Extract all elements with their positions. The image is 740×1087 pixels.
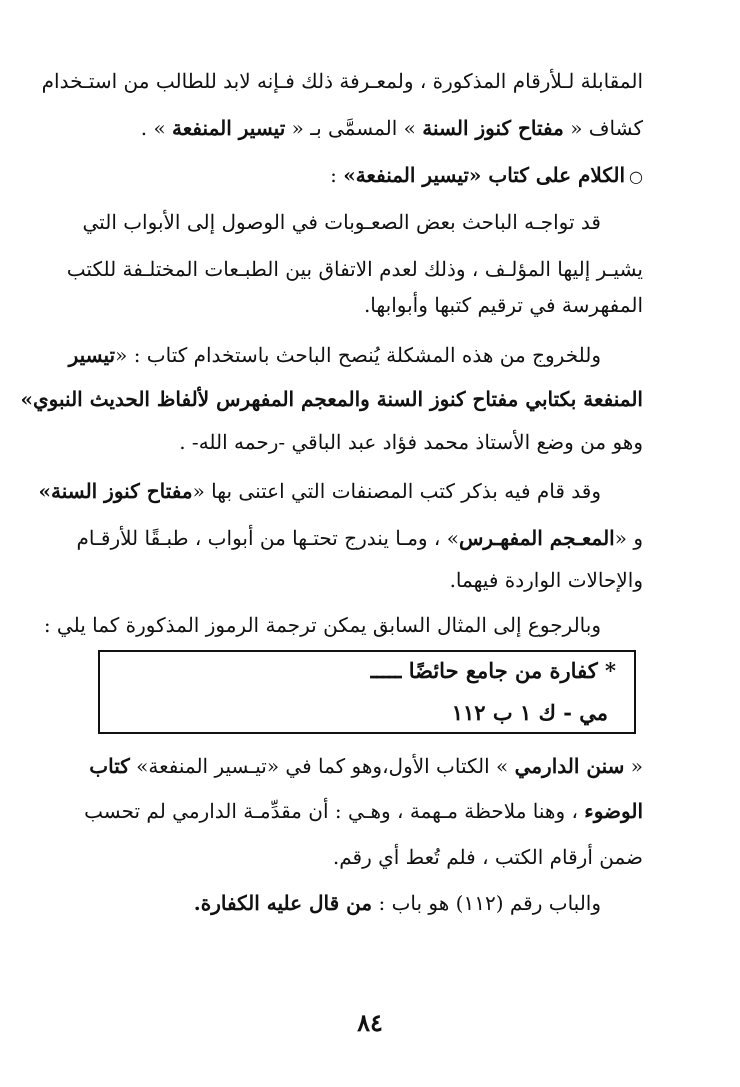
kitab-word: كتاب: [89, 754, 130, 778]
paragraph3-line3: وهو من وضع الأستاذ محمد فؤاد عبد الباقي -رحمه الله- .: [179, 430, 643, 454]
paragraph1-line1: المقابلة لـلأرقام المذكورة ، ولمعـرفة ذلك فـإنه لابد للطالب من استـخدام: [41, 69, 643, 93]
paragraph4-line3: والإحالات الواردة فيهما.: [449, 568, 643, 592]
book-title-taysir: تيسير: [68, 343, 116, 367]
circle-bullet-icon: ○: [629, 167, 643, 186]
paragraph2-line3: المفهرسة في ترقيم كتبها وأبوابها.: [363, 293, 643, 317]
text-span: و «: [614, 526, 643, 550]
chapter-title: من قال عليه الكفارة.: [193, 891, 373, 915]
heading-text: الكلام على كتاب «تيسير المنفعة»: [343, 163, 626, 187]
paragraph6-line3: ضمن أرقام الكتب ، فلم تُعط أي رقم.: [332, 845, 643, 869]
book-title-mujam: المعـجم المفهـرس: [458, 526, 615, 550]
wudu-word: الوضوء: [584, 799, 643, 823]
paragraph6-line1: [89, 751, 643, 781]
section-heading: [95, 160, 643, 192]
paragraph6-line2: [84, 796, 643, 826]
example-line2: مي - ك ١ ب ١١٢: [451, 700, 608, 725]
text-span: وقد قام فيه بذكر كتب المصنفات التي اعتنى بها «: [192, 479, 601, 503]
paragraph4-line2: [76, 523, 643, 553]
example-box: [98, 650, 636, 734]
paragraph3-line2: المنفعة بكتابي مفتاح كنوز السنة والمعجم المفهرس لألفاظ الحديث النبوي»: [20, 387, 643, 411]
heading-suffix: :: [330, 163, 344, 187]
text-span: » المسمَّى بـ «: [291, 116, 416, 140]
paragraph2-line2: يشيـر إليها المؤلـف ، وذلك لعدم الاتفاق بين الطبـعات المختلـفة للكتب: [66, 257, 643, 281]
paragraph2-line1: قد تواجـه الباحث بعض الصعـوبات في الوصول إلى الأبواب التي: [82, 210, 601, 234]
paragraph1-line2: [95, 113, 643, 143]
text-span: » .: [140, 116, 166, 140]
example-line1: * كفارة من جامع حائضًا ـــــ: [370, 658, 616, 683]
text-span: وللخروج من هذه المشكلة يُنصح الباحث باستخدام كتاب : «: [115, 343, 601, 367]
text-span: ، وهنا ملاحظة مـهمة ، وهـي : أن مقدِّمـة الدارمي لم تحسب: [84, 799, 578, 823]
book-title-taysir: تيسير المنفعة: [172, 116, 286, 140]
text-span: » ، ومـا يندرج تحتـها من أبواب ، طبـقًا للأرقـام: [76, 526, 459, 550]
paragraph7-line1: [95, 888, 643, 918]
paragraph3-line1: [68, 340, 643, 370]
book-title-miftah: مفتاح كنوز السنة: [422, 116, 564, 140]
book-title-miftah: مفتاح كنوز السنة»: [38, 479, 193, 503]
page-number: ٨٤: [357, 1008, 383, 1037]
text-span: والباب رقم (١١٢) هو باب :: [378, 891, 601, 915]
text-span: كشاف «: [570, 116, 643, 140]
text-span: «: [630, 754, 643, 778]
paragraph5-line1: وبالرجوع إلى المثال السابق يمكن ترجمة الرموز المذكورة كما يلي :: [43, 613, 601, 637]
book-title-darimi: سنن الدارمي: [514, 754, 625, 778]
text-span: » الكتاب الأول،وهو كما في «تيـسير المنفعة»: [136, 754, 509, 778]
paragraph4-line1: [38, 476, 643, 506]
